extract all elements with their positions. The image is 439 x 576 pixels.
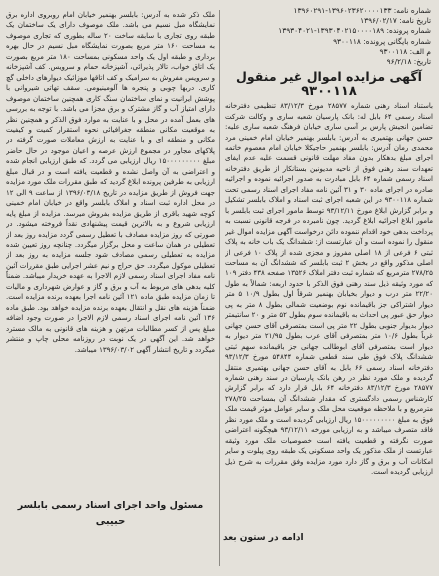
notice-body-part2: ملک ذکر شده به آدرس: بابلسر بهنمیر خیابان امام روبروی اداره برق نمایشگاه مبل نسیم می باشد. ملک موصوف دارای یک ساختمان یک طبقه روی تجاری با سابقه ساخت ۲۰ ساله بطوری که تجاری موصوف به مساحت ۱۶۰ متر مربع بصورت نمایشگاه مبل نسیم در حال بهره برداری و طبقه اول یک واحد مسکونی بمساحت ۱۸۰ متر مربع بصورت یک اتاق خواب، تالار پذیرائی، آشپزخانه حمام و سرویس. کف آشپزخانه و سرویس مفروش به سرامیک و کف اتاقها موزائیک دیوارهای داخلی گچ کاری. دربها چوبی و پنجره ها آلومینیومی. سقف تهاتی شیروانی با پوشش ایرانیت و نمای ساختمان سنگ کاری همچنین ساختمان موصوف دارای امتیاز آب و گاز مشترک و برق مجزا می باشد. با توجه به بررسی های بعمل آمده در محل و با عنایت به موارد فوق الذکر و همچنین نظر به موقعیت مکانی منطقه جغرافیائی نحوه استقرار کمیت و کیفیت مکانی و منطقه ای و با عنایت به ارزش معاملات صورت گرفته در پلاکهای مجاور در مجموع ارزش عرصه و اعیان موجود در حال حاضر مبلغ ۱۵۰۰۰۰۰۰۰۰۰ ریال ارزیابی می گردد. که طبق ارزیابی انجام شده و اعتراضی به آن واصل نشده و قطعیت یافته است و در قبال مبلغ ارزیابی به طرفین پرونده ابلاغ گردید که طبق مقررات ملک مورد مزایده جهت فروش از طریق مزایده در تاریخ ۱۳۹۶/۰۳/۱۸ از ساعت ۹ الی ۱۲ در محل اداره ثبت اسناد و املاک بابلسر واقع در خیابان امام خمینی کوچه شهید باقری از طریق مزایده بفروش میرسد. مزایده از مبلغ پایه ارزیابی شروع و به بالاترین قیمت پیشنهادی نقداً فروخته میشود. در صورتی که روز مزایده مصادف با تعطیل رسمی گردد مزایده روز بعد از تعطیلی در همان ساعت و محل برگزار میگردد. چنانچه روز تعیین شده مزایده به تعطیلی رسمی مصادف شود جلسه مزایده به روز بعد از تعطیلی موکول میگردد. حق حراج و نیم عشر اجرایی طبق مقررات آئین نامه مفاد اجرای اسناد رسمی لازم الاجرا به عهده خریدار میباشد. ضمناً کلیه بدهی های مربوط به آب و برق و گاز و عوارض شهرداری و مالیات تا زمان مزایده طبق ماده ۱۲۱ آئین نامه اجرا بعهده برنده مزایده است. ضمناً هزینه های نقل و انتقال بعهده برنده مزایده خواهد بود. طبق ماده ۱۳۶ آئین نامه اجرای اسناد رسمی لازم الاجرا در صورت وجود اضافه مبلغ پس از کسر مطالبات مرتهن و هزینه های قانونی به مالک مسترد خواهد شد. این آگهی در یک نوبت در روزنامه محلی چاپ و منتشر میگردد و تاریخ انتشار آگهی ۱۳۹۶/۰۳/۰۲ میباشد. [6,10,215,354]
column-divider [219,10,220,566]
signature-block [4,499,217,529]
letter-number: شماره نامه: ۱۳۹۶۰۲۳۶۲۰۰۰۰۱۳۳-۱۳۹۶۰۲۹۱ [293,6,431,15]
notice-body-part1: باستناد اسناد رهنی شماره ۲۸۵۷۷ مورخ ۸۳/۱۲/۳ تنظیمی دفترخانه اسناد رسمی ۶۴ بابل له: بانک پارسیان شعبه ساری و وکالت شرکت تضامین انجیش پارس بر آسی ساری خیابان فرهنگ شعبه ساری علیه: حسن جهانی بهتمیری به آدرس: بابلسر بهنمیر خیابان امام خمینی مرد محمدی رمان آدرس: بابلسر بهنمیر حاجیکلا خیابان امام معصوم خاتمه اجرای مبلغ بدهکار بدون مفاد مهلت قانونی قسمت علیه عدم ایفای تعهدات سند رهنی فوق از ناحیه مدیونین بستانکار از طریق دفترخانه اسناد رسمی شماره ۶۴ بابل مبادرت به صدور اجرائیه نموده و اجرائیه صادره در اجرای ماده ۳۰ و ۳۱ آئین نامه مفاد اجرای اسناد رسمی تحت شماره ۹۳۰۰۱۱۸ در این شعبه اجرای ثبت اسناد و املاک بابلسر تشکیل و برابر گزارش ابلاغ مورخ ۹۳/۱۲/۱۱ توسط مامور اجرای ثبت بابلسر با مامور ابلاغ اجرائیه ابلاغ گردید. چون نامبرده در فرجه قانونی نسبت به پرداخت بدهی خود اقدام ننموده دائن درخواست آگهی مزایده اموال غیر منقول را نموده است و آن عبارتست از: ششدانگ یک باب خانه به پلاک ثبتی ۶ فرعی از ۱۸ اصلی مفروز و مجزی شده از پلاک ۱۰ فرعی از اصلی مذکور واقع در بخش ۲ ثبت بابلسر که ششدانگ آن به مساحت ۲۷۸/۲۵ مترمربع که شماره ثبت دفتر املاک ۱۳۵۲۶ صفحه ۴۳۸ دفتر ۱۰۹ که مورد وثیقه ذیل سند رهنی فوق الذکر با حدود اربعه: شمالاً به طول ۲۲/۲۰ متر درب و دیوار بخیابان بهنمیر شرقاً اول بطول ۱۰/۹ ۵ متر دیوار اشتراکی جز باقیمانده نوم بوضعیت شمالی بطول ۸ متر به پی دیوار حق عبور پی احداث به باقیمانده سوم بطول ۵۲ متر و ۲۰ سانتیمتر دیوار بدیوار جنوبی بطول ۲۲ متر پی است بمتصرفی آقای حسن جهانی غرباً بطول ۱۰/۶ متر بمتصرفی آقای عرب بطول ۲۱/۹۵ متر دیوار به دیوار است بمتصرفی آقای ابوطالب جهانی جز باقیمانده سهم ثبتی ششدانگ پلاک فوق طی سند قطعی شماره ۵۴۸۴۴ مورخ ۹۳/۱۲/۳ دفترخانه اسناد رسمی ۶۶ بابل به آقای حسن جهانی بهتمیری منتقل گردیده و ملک مورد نظر در رهن بانک پارسیان در سند رهنی شماره ۲۸۵۷۷ مورخ ۸۳/۱۲/۳ دفترخانه ۶۴ بابل قرار دارد که برابر گزارش کارشناس رسمی دادگستری که مقدار ششدانگ آن بمساحت ۲۷۸/۲۵ مترمربع و با ملاحظه موقعیت محل ملک و سایر عوامل موثر قیمت ملک فوق به مبلغ ۱۵۰۰۰۰۰۰۰۰۰ ریال ارزیابی گردیده است و ملک مورد نظر فاقد متصرف میباشد و به ارزیابی مورخه ۹۳/۱۲/۱۱ هیچگونه اعتراضی صورت نگرفته و قطعیت یافته است خصوصیات ملک مورد وثیقه عبارتست از ملک مذکور یک واحد مسکونی یک طبقه روی پیلوت و سایر امکانات آب و برق و گاز دارد مورد مزایده وفق مقررات به شرح ذیل ارزیابی گردیده است. [225,101,433,477]
archive-number: شماره بایگانی پرونده: ۹۳۰۰۱۱۸ [333,36,431,46]
reference-number: م الف: ۹۳۰۰۱۱۸ [379,46,431,56]
left-column [4,4,217,572]
right-column [223,4,435,572]
letter-date: تاریخ نامه: ۱۳۹۶/۰۲/۱۷ [360,16,431,26]
notice-date: تاریخ: ۹۶/۲/۱۸ [386,57,431,67]
notice-metadata [223,6,431,67]
signer-title: مسئول واحد اجرای اسناد رسمی بابلسر [17,500,204,511]
signer-name: حبیبی [95,516,126,527]
continued-label: ادامه در ستون بعد [223,533,304,544]
file-number: شماره پرونده: ۱۳۹۳۰۴۰۲۱۵۰۰۰۰۱۸۹-۱۳۹۳۰۴۰۲۱ [278,26,431,36]
notice-title: آگهی مزایده اموال غیر منقول [236,69,422,85]
notice-code: ۹۳۰۰۱۱۸ [301,84,357,100]
